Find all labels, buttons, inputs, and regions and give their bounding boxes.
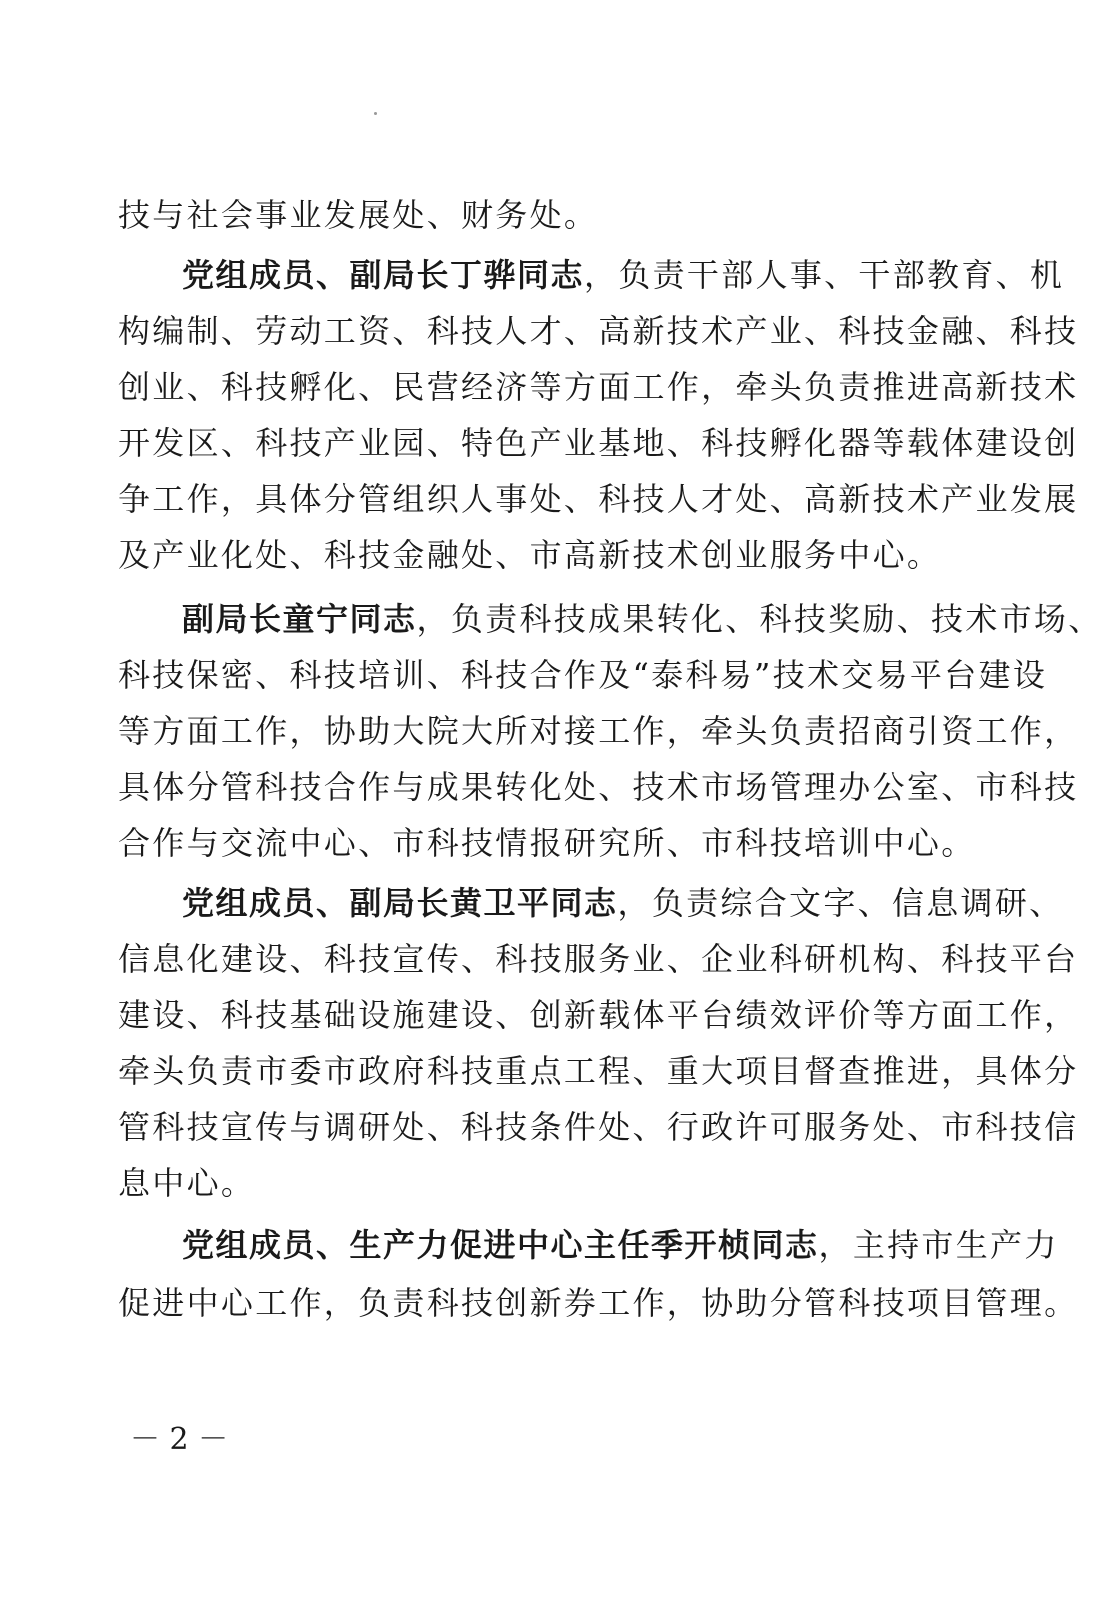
text-line: 开发区、科技产业园、特色产业基地、科技孵化器等载体建设创 — [118, 424, 1079, 462]
text-line: 促进中心工作，负责科技创新券工作，协助分管科技项目管理。 — [118, 1284, 1079, 1322]
text-line: 构编制、劳动工资、科技人才、高新技术产业、科技金融、科技 — [118, 312, 1079, 350]
duty-text: ，主持市生产力 — [818, 1226, 1059, 1264]
text-line: 合作与交流中心、市科技情报研究所、市科技培训中心。 — [118, 824, 976, 862]
paragraph-heading-line — [182, 246, 1065, 304]
duty-text: ，负责科技成果转化、科技奖励、技术市场、 — [416, 600, 1103, 638]
duty-text: ，负责综合文字、信息调研、 — [617, 884, 1064, 922]
person-title: 党组成员、副局长丁骅同志 — [182, 256, 585, 294]
text-line: 争工作，具体分管组织人事处、科技人才处、高新技术产业发展 — [118, 480, 1079, 518]
text-line: 科技保密、科技培训、科技合作及“泰科易”技术交易平台建设 — [118, 656, 1048, 694]
text-line: 牵头负责市委市政府科技重点工程、重大项目督查推进，具体分 — [118, 1052, 1079, 1090]
person-title: 党组成员、副局长黄卫平同志 — [182, 884, 618, 922]
paragraph-heading-line — [182, 590, 1103, 648]
text-line: 及产业化处、科技金融处、市高新技术创业服务中心。 — [118, 536, 942, 574]
duty-text: ，负责干部人事、干部教育、机 — [584, 256, 1065, 294]
text-line: 具体分管科技合作与成果转化处、技术市场管理办公室、市科技 — [118, 768, 1079, 806]
text-line: 等方面工作，协助大院大所对接工作，牵头负责招商引资工作， — [118, 712, 1079, 750]
text-line: 建设、科技基础设施建设、创新载体平台绩效评价等方面工作， — [118, 996, 1079, 1034]
paragraph-heading-line — [182, 874, 1064, 932]
person-title: 副局长童宁同志 — [182, 600, 417, 638]
paragraph-heading-line — [182, 1216, 1059, 1274]
text-line: 管科技宣传与调研处、科技条件处、行政许可服务处、市科技信 — [118, 1108, 1079, 1146]
text-line: 技与社会事业发展处、财务处。 — [118, 196, 599, 234]
text-line: 息中心。 — [118, 1164, 256, 1202]
text-line: 创业、科技孵化、民营经济等方面工作，牵头负责推进高新技术 — [118, 368, 1079, 406]
page-number: － 2 － — [130, 1422, 229, 1457]
person-title: 党组成员、生产力促进中心主任季开桢同志 — [182, 1226, 819, 1264]
scan-speck — [374, 112, 377, 115]
text-line: 信息化建设、科技宣传、科技服务业、企业科研机构、科技平台 — [118, 940, 1079, 978]
